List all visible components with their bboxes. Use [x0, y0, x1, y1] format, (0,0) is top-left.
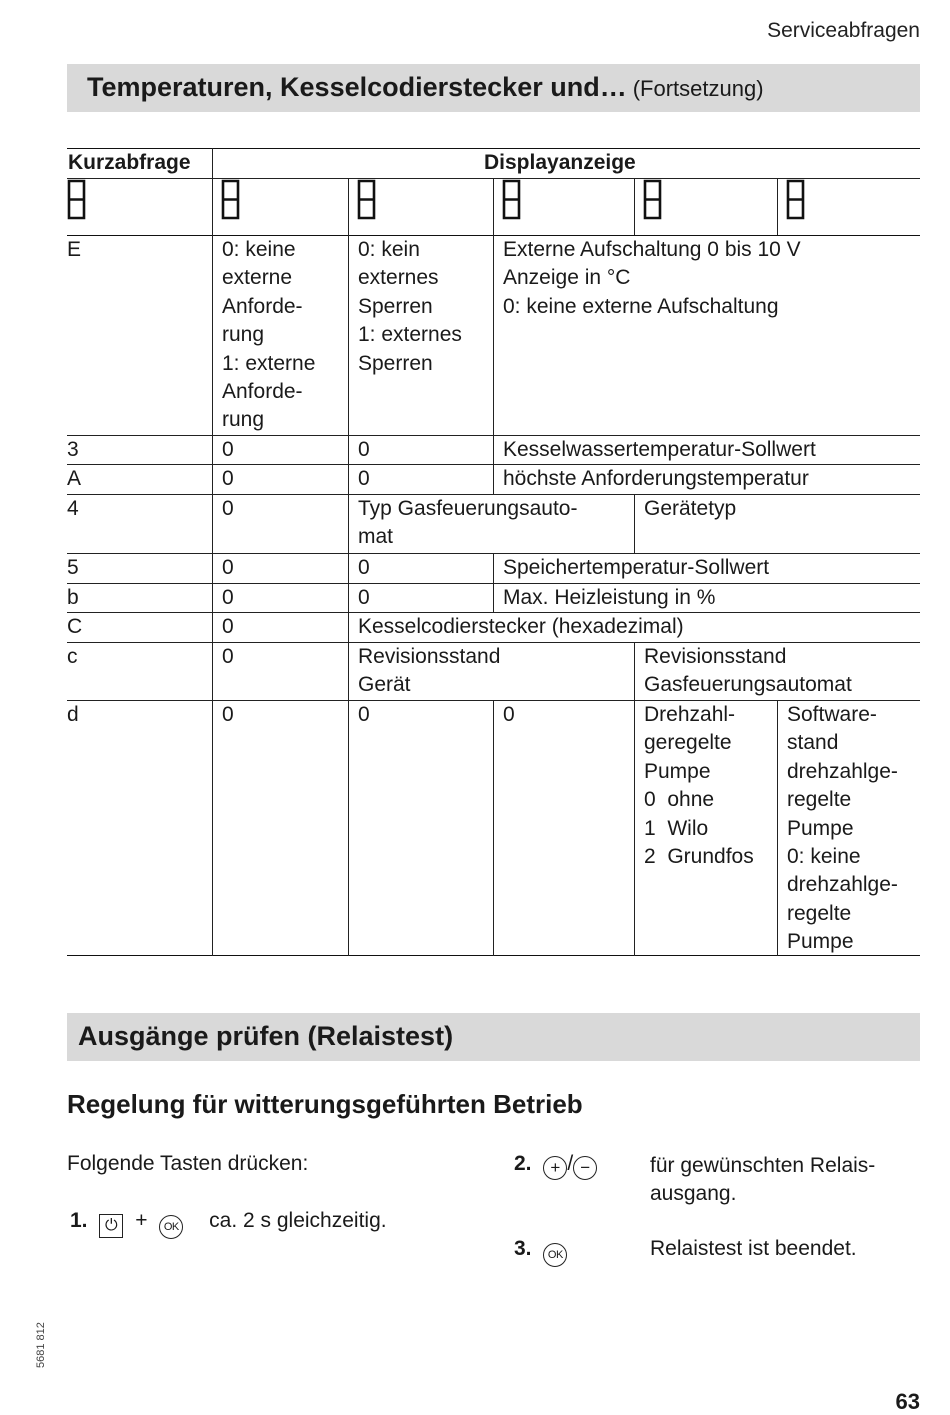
table-col-rule	[493, 700, 494, 956]
cell-text: Kesselwassertemperatur-Sollwert	[503, 438, 816, 461]
row-code: 5	[67, 556, 79, 579]
section-banner-relay-test	[67, 1013, 920, 1061]
cell-text	[222, 236, 315, 435]
cell-line: rung	[222, 408, 265, 432]
row-code: E	[67, 238, 82, 261]
row-code: c	[67, 645, 78, 668]
cell-text: 0	[222, 645, 234, 668]
cell-text: 0	[222, 438, 234, 461]
step-number: 2.	[514, 1152, 532, 1175]
table-col-rule	[212, 148, 213, 956]
cell-line: Sperren	[358, 294, 433, 318]
cell-text	[503, 236, 801, 321]
section-title: Ausgänge prüfen (Relaistest)	[78, 1021, 454, 1051]
cell-line: externe	[222, 266, 293, 290]
cell-text: 0	[222, 467, 234, 490]
table-col-rule	[777, 700, 778, 956]
subsection-title: Regelung für witterungsgeführten Betrieb	[67, 1089, 583, 1119]
cell-line: rung	[222, 323, 265, 347]
cell-line: 1 Wilo	[644, 816, 709, 840]
cell-line: 0: keine	[787, 845, 861, 869]
cell-line: 0: keine	[222, 238, 296, 261]
cell-line: drehzahlge-	[787, 873, 898, 897]
cell-text: 0	[358, 438, 370, 461]
cell-line: Externe Aufschaltung 0 bis 10 V	[503, 238, 801, 261]
step-1	[70, 1209, 387, 1239]
step-3-text: Relaistest ist beendet.	[650, 1237, 857, 1260]
section-subtitle: (Fortsetzung)	[632, 76, 764, 101]
cell-text: 0	[222, 615, 234, 638]
cell-line: Pumpe	[644, 759, 711, 783]
document-number	[35, 1322, 75, 1370]
cell-text	[644, 701, 754, 871]
ok-key-icon: OK	[543, 1243, 567, 1267]
cell-line: stand	[787, 731, 839, 755]
cell-text: 0	[503, 703, 515, 726]
cell-line: Anzeige in °C	[503, 266, 631, 290]
table-col-rule	[493, 553, 494, 612]
col-header-display: Displayanzeige	[484, 151, 636, 174]
service-query-table	[67, 148, 920, 956]
cell-line: drehzahlge-	[787, 759, 898, 783]
cell-line: Software-	[787, 703, 877, 726]
cell-line: 1: externe	[222, 351, 316, 375]
table-col-rule	[777, 178, 778, 235]
section-title	[87, 72, 764, 103]
step-number: 1.	[70, 1209, 88, 1232]
step-number: 3.	[514, 1237, 532, 1260]
power-key-icon: ⏻	[99, 1214, 123, 1238]
cell-text: 0	[358, 467, 370, 490]
cell-text: 0	[358, 703, 370, 726]
cell-text	[358, 495, 577, 552]
cell-line: Revisionsstand	[644, 645, 787, 668]
cell-text	[358, 236, 462, 378]
cell-text: 0	[222, 703, 234, 726]
ok-key-icon: OK	[159, 1215, 183, 1239]
cell-line: Pumpe	[787, 930, 854, 954]
cell-text: Kesselcodierstecker (hexadezimal)	[358, 615, 684, 638]
table-col-rule	[348, 178, 349, 956]
table-col-rule	[634, 178, 635, 235]
col-header-short-query: Kurzabfrage	[68, 151, 191, 174]
cell-line: regelte	[787, 901, 852, 925]
instruction-intro: Folgende Tasten drücken:	[67, 1152, 309, 1175]
cell-line: 0: keine externe Aufschaltung	[503, 294, 779, 318]
seven-segment-digit-icon	[786, 179, 806, 221]
cell-line: 0 ohne	[644, 788, 715, 812]
table-col-rule	[493, 435, 494, 494]
step-3	[514, 1237, 567, 1267]
step-text-line: für gewünschten Relais-	[650, 1154, 876, 1177]
table-col-rule	[634, 494, 635, 553]
step-2-text	[650, 1152, 875, 1208]
plus-key-icon: +	[543, 1156, 567, 1180]
table-col-rule	[634, 642, 635, 956]
cell-line: geregelte	[644, 731, 732, 755]
cell-text: Gerätetyp	[644, 497, 737, 520]
cell-text: Max. Heizleistung in %	[503, 586, 716, 609]
cell-text: 0	[222, 586, 234, 609]
cell-text: 0	[358, 586, 370, 609]
seven-segment-digit-icon	[357, 179, 377, 221]
minus-key-icon: −	[573, 1156, 597, 1180]
step-2	[514, 1152, 597, 1180]
cell-line: Sperren	[358, 351, 433, 375]
cell-line: regelte	[787, 788, 852, 812]
cell-line: Gasfeuerungsautomat	[644, 673, 852, 697]
row-code: 4	[67, 497, 79, 520]
slash: /	[567, 1152, 574, 1175]
section-banner-temperatures	[67, 64, 920, 112]
running-header: Serviceabfragen	[767, 19, 920, 42]
seven-segment-digit-icon	[502, 179, 522, 221]
seven-segment-digit-icon	[221, 179, 241, 221]
step-text: ca. 2 s gleichzeitig.	[209, 1209, 387, 1232]
page-number: 63	[895, 1389, 920, 1414]
cell-line: Drehzahl-	[644, 703, 736, 726]
cell-text: höchste Anforderungstemperatur	[503, 467, 809, 490]
cell-line: Pumpe	[787, 816, 854, 840]
step-text-line: ausgang.	[650, 1182, 737, 1205]
cell-text	[358, 643, 500, 700]
cell-line: Gerät	[358, 673, 411, 697]
row-code: d	[67, 703, 79, 726]
row-code: 3	[67, 438, 79, 461]
cell-line: Typ Gasfeuerungsauto-	[358, 497, 578, 520]
cell-text: Speichertemperatur-Sollwert	[503, 556, 770, 579]
cell-text	[644, 643, 852, 700]
cell-line: Revisionsstand	[358, 645, 501, 668]
plus-sign: +	[135, 1209, 148, 1232]
cell-line: 0: kein	[358, 238, 420, 261]
cell-line: mat	[358, 525, 394, 549]
table-col-rule	[493, 178, 494, 435]
row-code: A	[67, 467, 82, 490]
seven-segment-digit-icon	[67, 179, 87, 221]
cell-text: 0	[358, 556, 370, 579]
cell-text: 0	[222, 497, 234, 520]
cell-text: 0	[222, 556, 234, 579]
row-code: C	[67, 615, 83, 638]
seven-segment-digit-icon	[643, 179, 663, 221]
row-code: b	[67, 586, 79, 609]
cell-line: Anforde-	[222, 294, 303, 318]
section-title-text: Temperaturen, Kesselcodierstecker und…	[87, 72, 627, 102]
cell-text	[787, 701, 898, 957]
document-number-text: 5681 812	[35, 1322, 47, 1368]
cell-line: externes	[358, 266, 439, 290]
cell-line: 2 Grundfos	[644, 845, 754, 869]
cell-line: Anforde-	[222, 380, 303, 404]
cell-line: 1: externes	[358, 323, 462, 347]
